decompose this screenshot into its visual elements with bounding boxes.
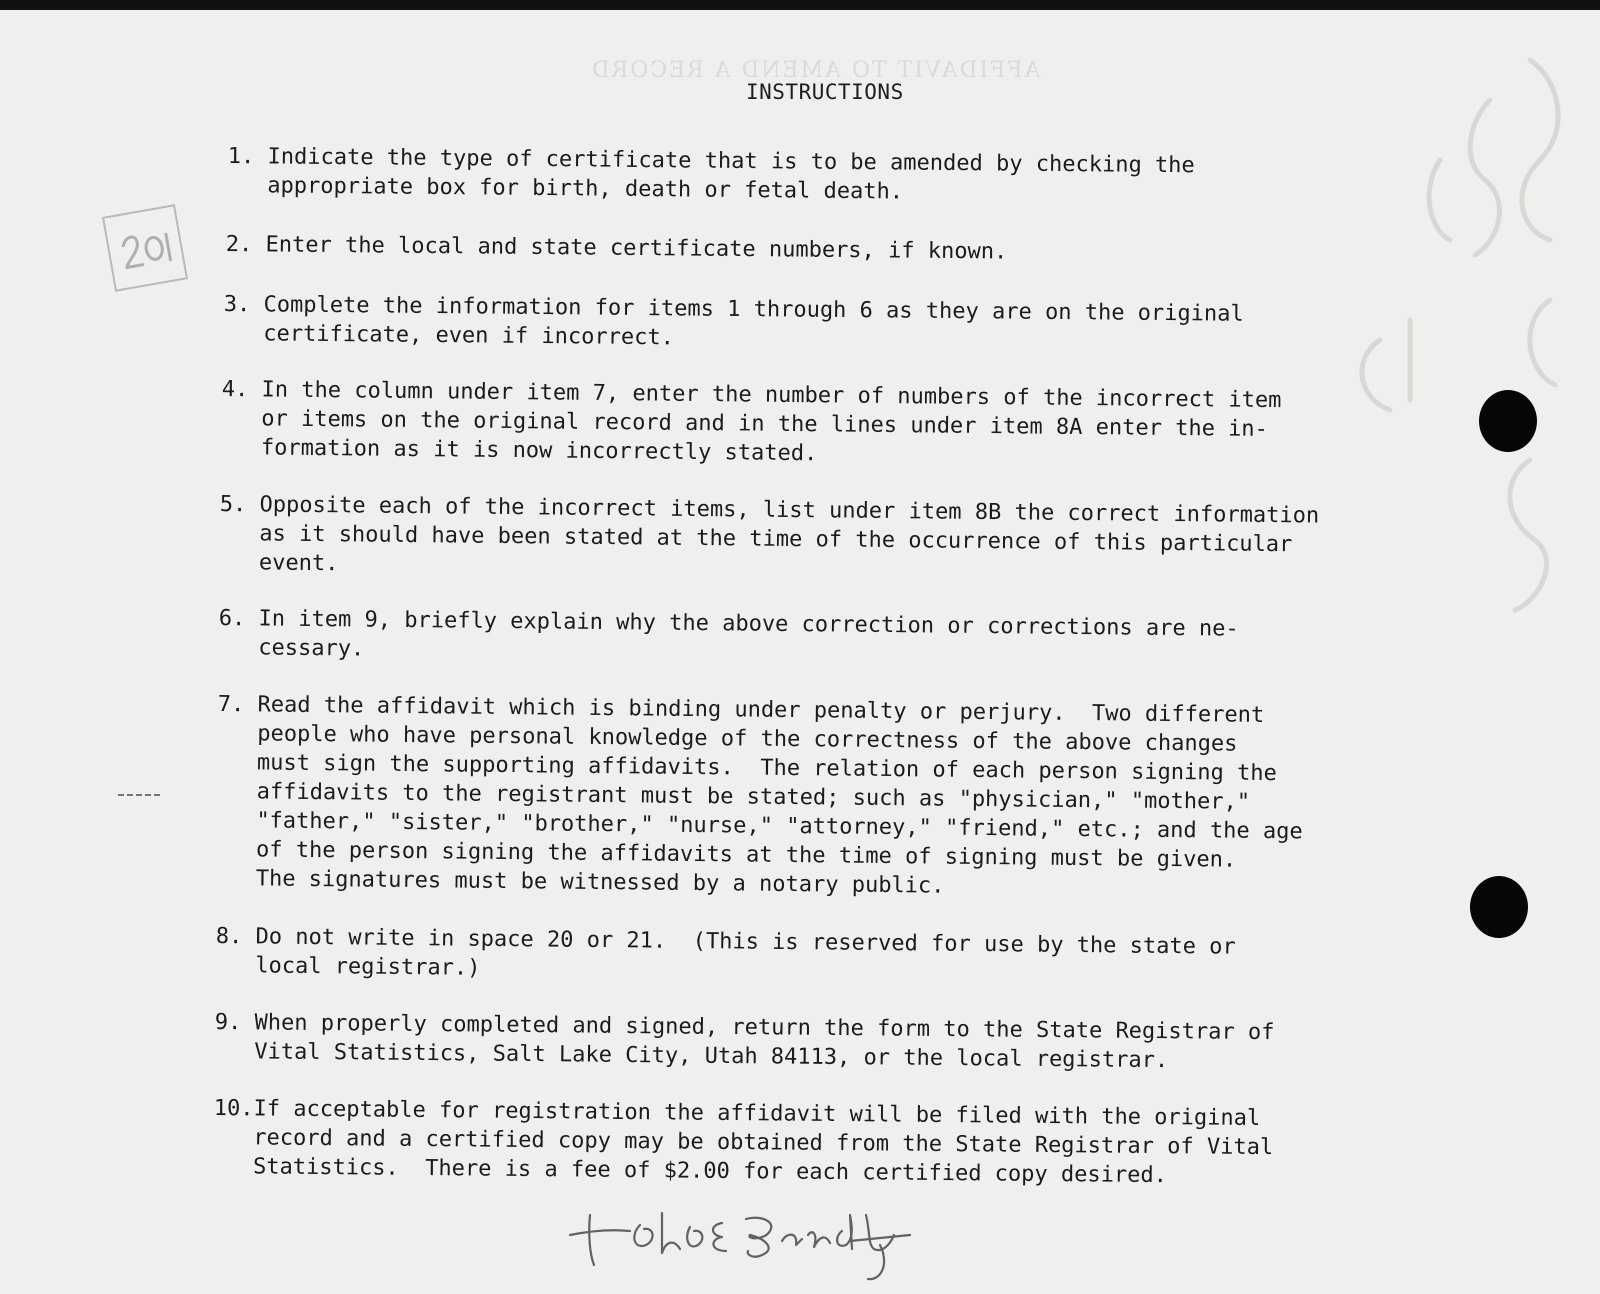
instruction-text: Indicate the type of certificate that is to be amended by checking the: [267, 144, 1195, 179]
instruction-text: people who have personal knowledge of the correctness of the above changes: [257, 721, 1238, 757]
scanned-page: [0, 10, 1600, 1294]
instruction-text: The signatures must be witnessed by a notary public.: [255, 866, 945, 899]
handwritten-signature: [550, 1195, 930, 1285]
margin-mark: [118, 794, 160, 798]
instruction-item: [221, 375, 1281, 473]
instruction-item: [216, 690, 1304, 904]
instruction-text: record and a certified copy may be obtained from the State Registrar of Vital: [253, 1125, 1274, 1161]
instruction-text: In item 9, briefly explain why the above correction or corrections are ne-: [258, 606, 1239, 642]
instruction-text: Enter the local and state certificate numbers, if known.: [265, 232, 1008, 265]
instruction-number: 3.: [223, 291, 251, 318]
show-through-text: AFFIDAVIT TO AMEND A RECORD: [590, 58, 1041, 83]
instruction-text: or items on the original record and in the lines under item 8A enter the in-: [261, 406, 1269, 442]
document-title: INSTRUCTIONS: [746, 80, 904, 104]
punch-hole-lower: [1470, 876, 1528, 938]
instruction-item: [227, 142, 1194, 209]
instruction-line: [226, 230, 1008, 267]
instruction-text: In the column under item 7, enter the number of numbers of the incorrect item: [261, 377, 1282, 414]
instruction-text: must sign the supporting affidavits. The relation of each person signing the: [256, 750, 1277, 787]
instruction-item: [214, 1008, 1274, 1076]
instruction-text: event.: [258, 550, 339, 577]
instruction-text: of the person signing the affidavits at the time of signing must be given.: [255, 837, 1237, 873]
instruction-number: 1.: [227, 143, 255, 170]
instruction-number: 5.: [219, 491, 247, 518]
instruction-number: 8.: [215, 923, 243, 950]
instruction-text: as it should have been stated at the time of the occurrence of this particular: [259, 521, 1293, 558]
show-through-handwriting: [1290, 40, 1590, 740]
instruction-number: 10.: [213, 1095, 254, 1122]
instruction-item: [223, 290, 1243, 358]
instruction-text: Complete the information for items 1 through 6 as they are on the original: [263, 292, 1244, 327]
date-stamp: [102, 204, 188, 292]
instruction-text: If acceptable for registration the affidavit will be filed with the original: [253, 1096, 1261, 1132]
instruction-number: 2.: [225, 231, 253, 258]
instruction-text: Do not write in space 20 or 21. (This is reserved for use by the state or: [255, 924, 1236, 960]
instruction-text: appropriate box for birth, death or fetal death.: [267, 173, 904, 205]
instruction-number: 6.: [218, 605, 246, 632]
instruction-text: "father," "sister," "brother," "nurse," "attorney," "friend," etc.; and the age: [256, 808, 1303, 845]
instruction-text: local registrar.): [255, 953, 481, 981]
instruction-text: Read the affidavit which is binding under penalty or perjury. Two different: [257, 692, 1265, 728]
instruction-text: cessary.: [258, 635, 365, 662]
instruction-item: [226, 230, 1008, 267]
instruction-text: certificate, even if incorrect.: [263, 321, 675, 351]
instruction-item: [219, 490, 1319, 589]
instruction-text: formation as it is now incorrectly stated.: [260, 435, 818, 467]
punch-hole-upper: [1479, 390, 1537, 452]
instruction-item: [213, 1094, 1273, 1191]
instruction-text: Statistics. There is a fee of $2.00 for each certified copy desired.: [252, 1154, 1168, 1189]
instruction-text: affidavits to the registrant must be stated; such as "physician," "mother,": [256, 779, 1251, 815]
instruction-text: Vital Statistics, Salt Lake City, Utah 84113, or the local registrar.: [254, 1039, 1169, 1074]
instruction-number: 9.: [214, 1009, 242, 1036]
instruction-item: [215, 922, 1235, 991]
instruction-number: 4.: [221, 376, 249, 403]
instruction-item: [218, 604, 1238, 673]
instruction-text: Opposite each of the incorrect items, list under item 8B the correct information: [259, 492, 1320, 529]
instruction-text: When properly completed and signed, return the form to the State Registrar of: [254, 1010, 1275, 1046]
instruction-number: 7.: [217, 691, 245, 718]
